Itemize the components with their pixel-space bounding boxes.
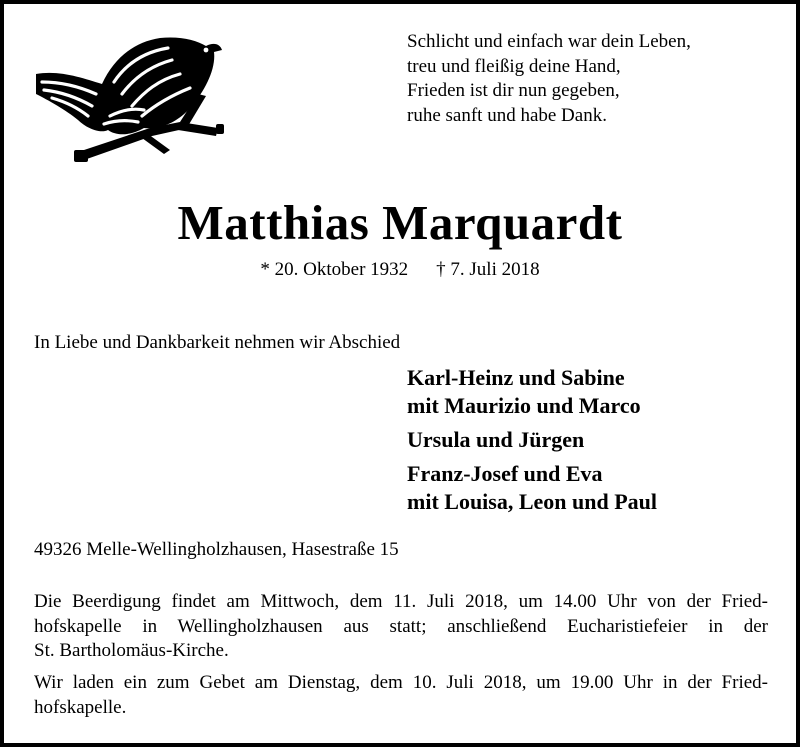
mourner-line: mit Maurizio und Marco — [407, 393, 641, 418]
farewell-intro: In Liebe und Dankbarkeit nehmen wir Abschied — [34, 332, 401, 353]
mourner-line: mit Louisa, Leon und Paul — [407, 489, 658, 514]
mourners-list — [407, 364, 657, 522]
poem — [407, 30, 691, 128]
poem-line: Frieden ist dir nun gegeben, — [407, 80, 620, 101]
dove-on-branch-icon — [30, 24, 230, 166]
funeral-line: hofskapelle in Wellingholzhausen aus statt; anschließend Eucharistiefeier in der — [34, 615, 768, 637]
poem-line: ruhe sanft und habe Dank. — [407, 104, 607, 126]
mourner-group — [407, 460, 657, 516]
funeral-line: St. Bartholomäus-Kirche. — [34, 640, 229, 661]
funeral-line: Die Beerdigung findet am Mittwoch, dem 11. Juli 2018, um 14.00 Uhr von der Fried- — [34, 591, 768, 612]
mourner-line: Ursula und Jürgen — [407, 427, 585, 452]
prayer-info — [34, 671, 768, 720]
prayer-line: Wir laden ein zum Gebet am Dienstag, dem 10. Juli 2018, um 19.00 Uhr in der Fried- — [34, 672, 768, 693]
poem-line: treu und fleißig deine Hand, — [407, 55, 621, 77]
deceased-name: Matthias Marquardt — [177, 195, 623, 250]
funeral-info — [34, 590, 768, 664]
death-date: † 7. Juli 2018 — [436, 259, 540, 280]
poem-line: Schlicht und einfach war dein Leben, — [407, 31, 691, 52]
mourner-group — [407, 364, 657, 420]
mourner-group — [407, 426, 657, 454]
mourner-line: Franz-Josef und Eva — [407, 461, 603, 486]
mourner-line: Karl-Heinz und Sabine — [407, 365, 625, 390]
address: 49326 Melle-Wellingholzhausen, Hasestraße 15 — [34, 539, 399, 560]
birth-date: * 20. Oktober 1932 — [260, 259, 409, 280]
life-dates — [0, 258, 800, 282]
prayer-line: hofskapelle. — [34, 696, 127, 718]
